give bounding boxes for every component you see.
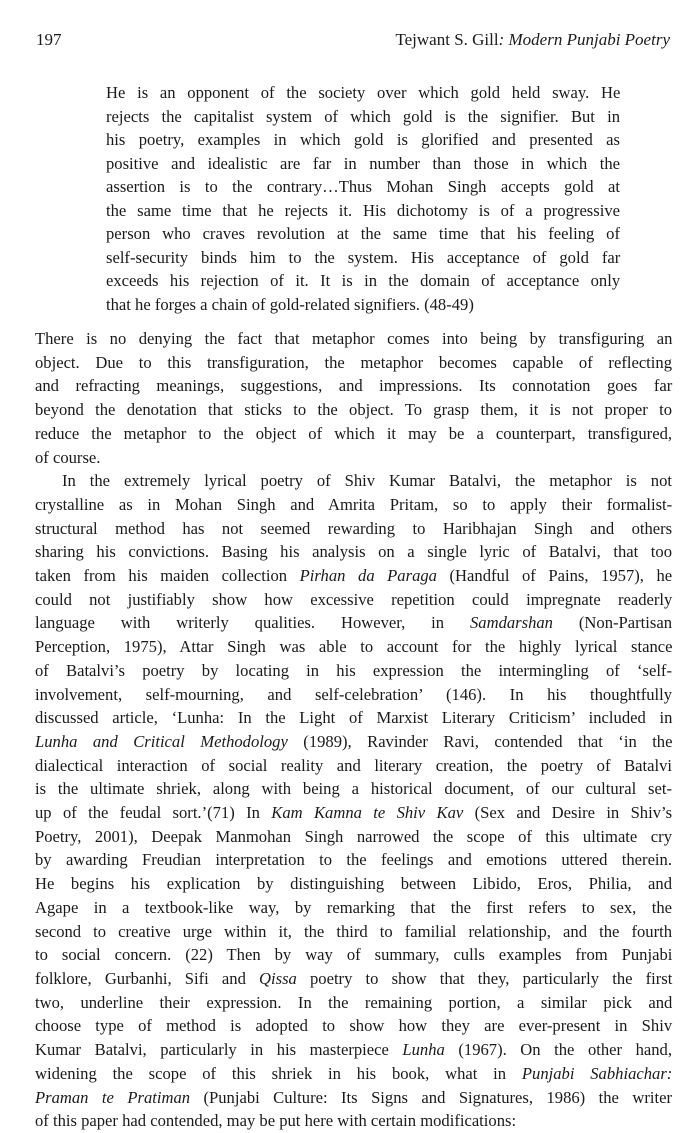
body-line xyxy=(35,611,672,635)
text-segment: folklore, Gurbanhi, Sifi and xyxy=(35,968,260,988)
text-segment: crystalline as in Mohan Singh and Amrita Pritam, so to apply their formalist- xyxy=(35,494,673,514)
quote-line xyxy=(106,128,620,152)
text-segment: (Non-Partisan xyxy=(552,613,672,633)
text-segment: is the ultimate shriek, along with being a historical document, of our cultural set- xyxy=(35,779,672,799)
body-line xyxy=(35,730,672,754)
running-head xyxy=(395,28,670,52)
text-segment: object. Due to this transfiguration, the metaphor becomes capable of reflecting xyxy=(35,352,672,372)
quote-line xyxy=(106,246,620,270)
body-line xyxy=(35,564,672,588)
italic-title: Samdarshan xyxy=(470,613,553,633)
body-line xyxy=(35,659,672,683)
body-line xyxy=(35,422,672,446)
text-segment: rejects the capitalist system of which gold is the signifier. But in xyxy=(106,106,620,126)
text-segment: the same time that he rejects it. His dichotomy is of a progressive xyxy=(106,200,620,220)
quote-line xyxy=(106,269,620,293)
body-line xyxy=(35,469,672,493)
italic-title: Punjabi Sabhiachar: xyxy=(521,1063,673,1083)
text-segment: self-security binds him to the system. His acceptance of gold far xyxy=(106,247,621,267)
running-head-author: Tejwant S. Gill xyxy=(395,30,499,49)
body-line xyxy=(35,588,672,612)
block-quote xyxy=(106,81,620,316)
text-segment: could not justifiably show how excessive repetition could impregnate readerly xyxy=(35,589,673,609)
italic-title: Pirhan da Paraga xyxy=(299,566,437,586)
body-line xyxy=(35,1109,672,1133)
quote-line xyxy=(106,175,620,199)
italic-title: Qissa xyxy=(259,968,297,988)
text-segment: involvement, self-mourning, and self-celebration’ (146). In his thoughtfully xyxy=(35,684,673,704)
body-line xyxy=(35,446,672,470)
text-segment: beyond the denotation that sticks to the object. To grasp them, it is not proper to xyxy=(35,400,672,420)
body-line xyxy=(35,801,672,825)
text-segment: sharing his convictions. Basing his analysis on a single lyric of Batalvi, that too xyxy=(35,542,672,562)
text-segment: his poetry, examples in which gold is glorified and presented as xyxy=(106,130,620,149)
quote-line xyxy=(106,199,620,223)
body-line xyxy=(35,683,672,707)
text-segment: He begins his explication by distinguishing between Libido, Eros, Philia, and xyxy=(35,874,672,894)
body-line xyxy=(35,635,672,659)
text-segment: structural method has not seemed rewarding to Haribhajan Singh and others xyxy=(35,518,673,538)
text-segment: discussed article, ‘Lunha: In the Light of Marxist Literary Criticism’ included in xyxy=(35,708,673,728)
text-segment: positive and idealistic are far in number than those in which the xyxy=(106,153,620,173)
text-segment: that he forges a chain of gold-related signifiers. (48-49) xyxy=(106,294,474,314)
page-number: 197 xyxy=(36,30,62,49)
text-segment: dialectical interaction of social reality and literary creation, the poetry of Batalvi xyxy=(35,755,672,775)
body-line xyxy=(35,493,672,517)
text-segment: by awarding Freudian interpretation to the feelings and emotions uttered therein. xyxy=(35,850,672,870)
running-head-title: : Modern Punjabi Poetry xyxy=(498,30,670,49)
text-segment: (1967). On the other hand, xyxy=(444,1040,672,1060)
body-line xyxy=(35,1086,672,1110)
italic-title: Kam Kamna te Shiv Kav xyxy=(271,803,464,823)
text-segment: (1989), Ravinder Ravi, contended that ‘in the xyxy=(287,731,673,751)
body-line xyxy=(35,872,672,896)
body-line xyxy=(35,398,672,422)
text-segment: two, underline their expression. In the remaining portion, a similar pick and xyxy=(35,992,673,1012)
quote-line xyxy=(106,105,620,129)
body-line xyxy=(35,991,672,1015)
text-segment: reduce the metaphor to the object of which it may be a counterpart, transfigured, xyxy=(35,423,673,443)
text-segment: Kumar Batalvi, particularly in his masterpiece xyxy=(35,1040,403,1060)
text-segment: and refracting meanings, suggestions, and impressions. Its connotation goes far xyxy=(35,376,673,396)
text-segment: assertion is to the contrary…Thus Mohan Singh accepts gold at xyxy=(106,177,620,196)
text-segment: of this paper had contended, may be put here with certain modifications: xyxy=(35,1111,517,1131)
text-segment: to social concern. (22) Then by way of summary, culls examples from Punjabi xyxy=(35,945,673,965)
text-segment: (Handful of Pains, 1957), he xyxy=(436,566,673,586)
body-line xyxy=(35,777,672,801)
text-segment: widening the scope of this shriek in his book, what in xyxy=(35,1063,522,1083)
text-segment: person who craves revolution at the same time that his feeling of xyxy=(106,224,621,243)
italic-title: Lunha xyxy=(402,1040,445,1060)
text-segment: second to creative urge within it, the third to familial relationship, and the fourth xyxy=(35,921,672,941)
text-segment: In the extremely lyrical poetry of Shiv Kumar Batalvi, the metaphor is not xyxy=(62,471,672,491)
body-line xyxy=(35,327,672,351)
body-line xyxy=(35,374,672,398)
text-segment: language with writerly qualities. However, in xyxy=(35,613,470,633)
body-line xyxy=(35,1014,672,1038)
text-segment: of course. xyxy=(35,447,101,467)
text-segment: exceeds his rejection of it. It is in the domain of acceptance only xyxy=(106,271,621,290)
body-line xyxy=(35,351,672,375)
quote-line xyxy=(106,81,620,105)
text-segment: There is no denying the fact that metaphor comes into being by transfiguring an xyxy=(35,329,673,348)
body-line xyxy=(35,517,672,541)
italic-title: Praman te Pratiman xyxy=(35,1087,191,1107)
body-text xyxy=(35,327,672,1133)
text-segment: up of the feudal sort.’(71) In xyxy=(35,803,272,823)
text-segment: (Sex and Desire in Shiv’s xyxy=(463,803,673,823)
text-segment: Perception, 1975), Attar Singh was able to account for the highly lyrical stance xyxy=(35,637,673,657)
text-segment: of Batalvi’s poetry by locating in his expression the intermingling of ‘self- xyxy=(35,660,672,680)
body-line xyxy=(35,967,672,991)
text-segment: poetry to show that they, particularly the first xyxy=(296,968,673,988)
body-line xyxy=(35,825,672,849)
body-line xyxy=(35,754,672,778)
quote-line xyxy=(106,152,620,176)
body-line xyxy=(35,848,672,872)
italic-title: Lunha and Critical Methodology xyxy=(35,731,288,751)
text-segment: Poetry, 2001), Deepak Manmohan Singh narrowed the scope of this ultimate cry xyxy=(35,826,672,846)
body-line xyxy=(35,1062,672,1086)
text-segment: He is an opponent of the society over which gold held sway. He xyxy=(106,83,621,102)
quote-line xyxy=(106,293,620,317)
text-segment: (Punjabi Culture: Its Signs and Signatures, 1986) the writer xyxy=(190,1087,672,1107)
quote-line xyxy=(106,222,620,246)
body-line xyxy=(35,943,672,967)
body-line xyxy=(35,1038,672,1062)
body-line xyxy=(35,896,672,920)
text-segment: taken from his maiden collection xyxy=(35,566,300,586)
text-segment: choose type of method is adopted to show how they are ever-present in Shiv xyxy=(35,1016,673,1036)
body-line xyxy=(35,540,672,564)
text-segment: Agape in a textbook-like way, by remarking that the first refers to sex, the xyxy=(35,897,672,917)
page-header xyxy=(36,28,670,52)
body-line xyxy=(35,920,672,944)
body-line xyxy=(35,706,672,730)
